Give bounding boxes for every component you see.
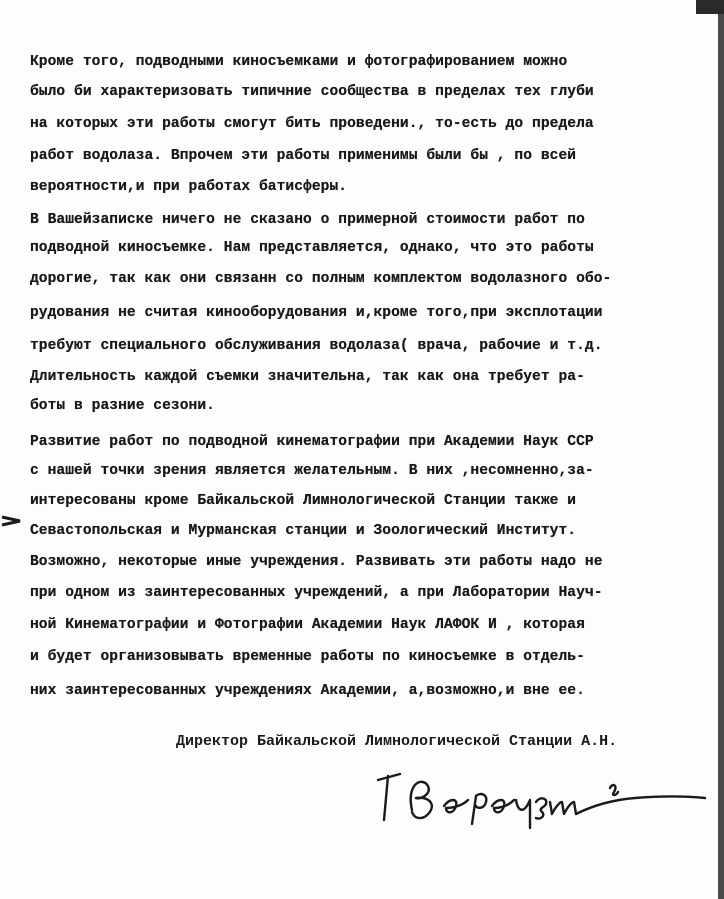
text-line-13: Развитие работ по подводной кинематографии при Академии Наук ССР bbox=[30, 434, 594, 450]
text-line-11: Длительность каждой съемки значительна, так как она требует ра- bbox=[30, 369, 585, 385]
text-line-7: подводной киносъемке. Нам представляется, однако, что это работы bbox=[30, 240, 594, 256]
text-line-21: них заинтересованных учреждениях Академии, а,возможно,и вне ее. bbox=[30, 683, 585, 699]
handwritten-signature bbox=[360, 762, 720, 832]
text-line-17: Возможно, некоторые иные учреждения. Развивать эти работы надо не bbox=[30, 554, 603, 570]
text-line-16: Севастопольская и Мурманская станции и Зоологический Институт. bbox=[30, 523, 577, 539]
text-line-9: рудования не считая кинооборудования и,кроме того,при эксплотации bbox=[30, 305, 603, 321]
signatory-line: Директор Байкальской Лимнологической Станции А.Н. bbox=[176, 733, 618, 750]
text-line-3: на которых эти работы смогут бить проведени., то-есть до предела bbox=[30, 116, 594, 132]
margin-mark-icon bbox=[0, 514, 26, 528]
text-line-15: интересованы кроме Байкальской Лимнологической Станции также и bbox=[30, 493, 577, 509]
text-line-4: работ водолаза. Впрочем эти работы применимы были бы , по всей bbox=[30, 148, 577, 164]
text-line-10: требуют специального обслуживания водолаза( врача, рабочие и т.д. bbox=[30, 338, 603, 354]
text-line-14: с нашей точки зрения является желательным. В них ,несомненно,за- bbox=[30, 463, 594, 479]
text-line-5: вероятности,и при работах батисферы. bbox=[30, 179, 348, 195]
text-line-12: боты в разние сезони. bbox=[30, 398, 215, 414]
text-line-18: при одном из заинтересованных учреждений, а при Лаборатории Науч- bbox=[30, 585, 603, 601]
text-line-19: ной Кинематографии и Фотографии Академии Наук ЛАФОК И , которая bbox=[30, 617, 585, 633]
text-line-6: В Вашейзаписке ничего не сказано о примерной стоимости работ по bbox=[30, 212, 585, 228]
text-line-1: Кроме того, подводными киносъемками и фотографированием можно bbox=[30, 54, 568, 70]
text-line-2: было би характеризовать типичние сообщества в пределах тех глуби bbox=[30, 84, 594, 100]
text-line-20: и будет организовывать временные работы по киносъемке в отдель- bbox=[30, 649, 585, 665]
text-line-8: дорогие, так как они связанн со полным комплектом водолазного обо- bbox=[30, 271, 612, 287]
